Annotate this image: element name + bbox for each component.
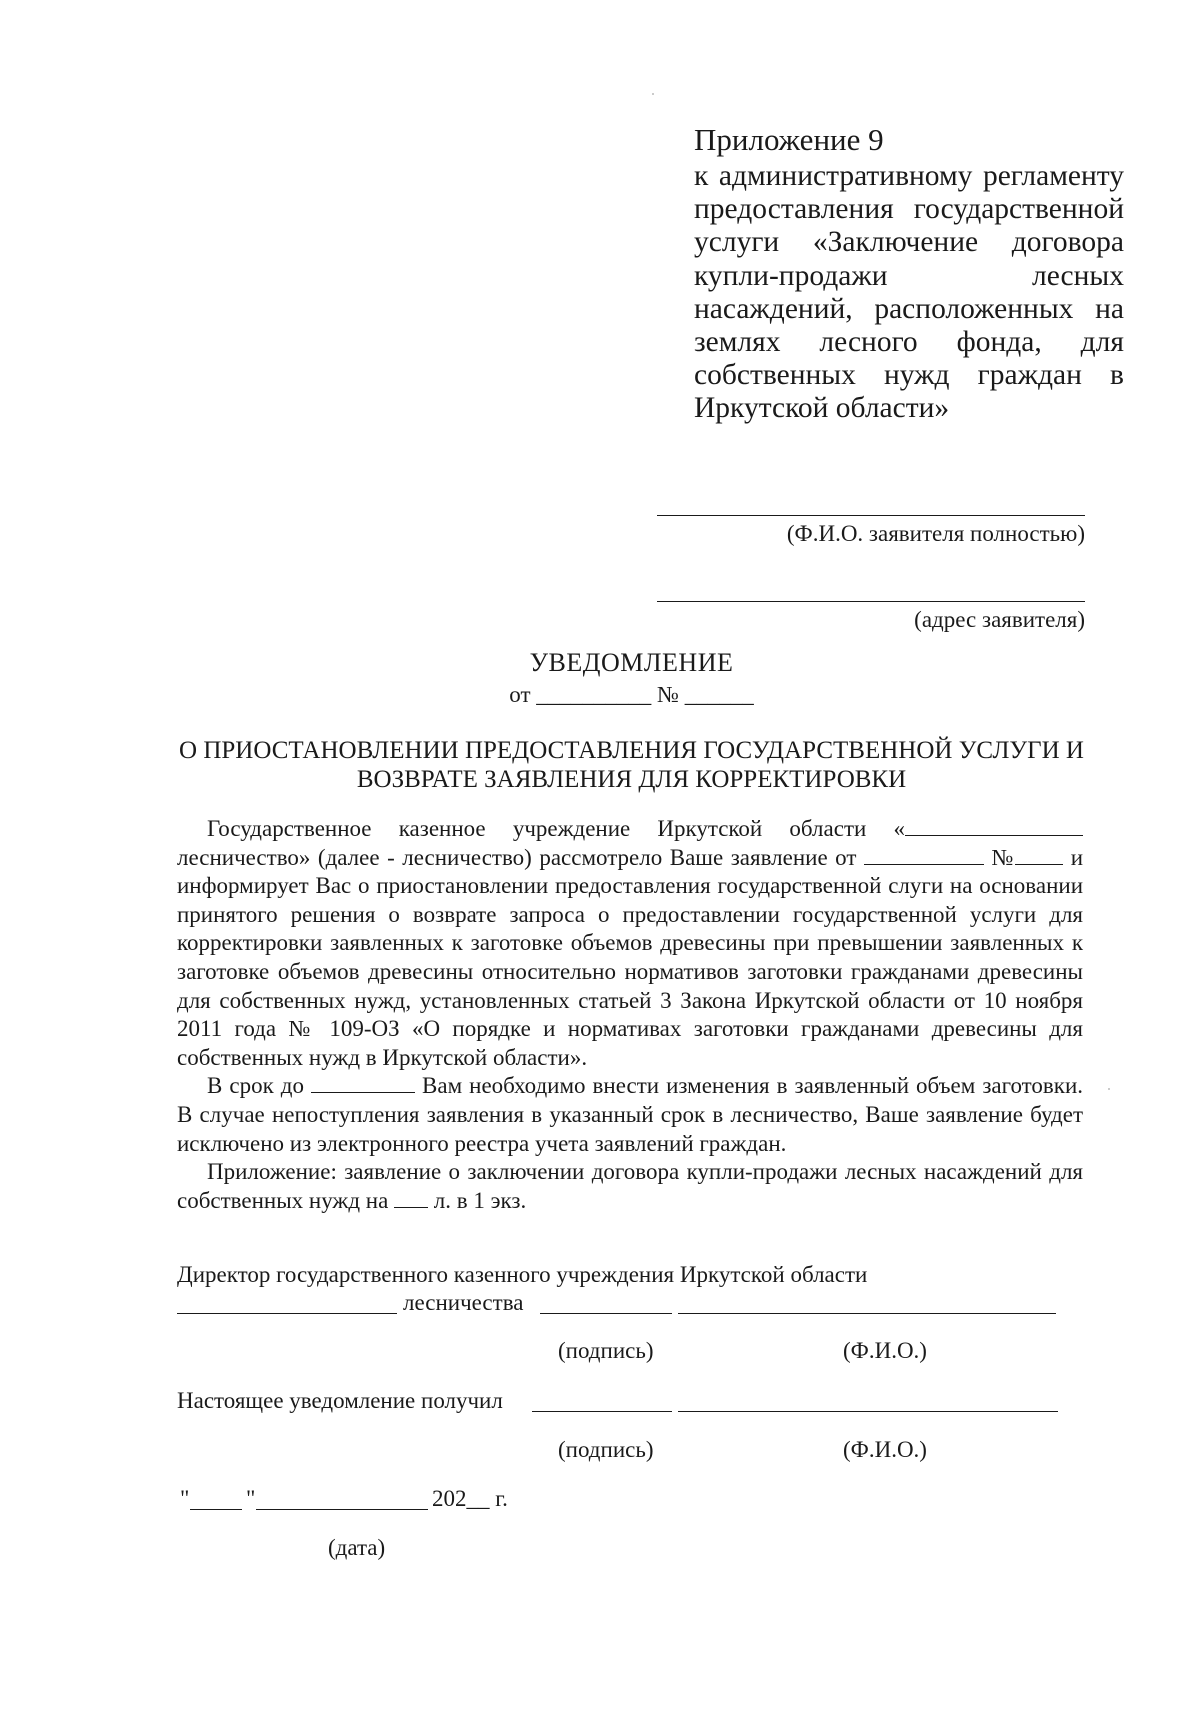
appendix-word: собственных — [694, 359, 856, 392]
appendix-word: купли-продажи — [694, 259, 888, 292]
body-paragraph-3 — [177, 1158, 1083, 1215]
appendix-word: договора — [1011, 226, 1124, 259]
appendix-line — [694, 226, 1124, 259]
body-paragraph-2 — [177, 1072, 1083, 1158]
appendix-word: для — [1080, 326, 1124, 358]
page-count-blank — [394, 1189, 428, 1208]
body-p1-text-b: лесничество» (далее - лесничество) рассмотрело Ваше заявление от — [177, 844, 857, 870]
body-p2-text-b: Вам необходимо внести изменения в заявленный объем заготовки. В случае непоступления заявления в указанный срок в лесничество, Ваше заявление будет исключено из электронного реестра учета заявлений граждан. — [177, 1073, 1084, 1156]
appendix-word: Иркутской области» — [694, 392, 950, 425]
notice-date-number-line: от __________ № ______ — [509, 682, 754, 707]
body-p3-text-a: Приложение: заявление о заключении договора купли-продажи лесных насаждений для собственных нужд на — [177, 1159, 1083, 1213]
appendix-line — [694, 260, 1124, 293]
appendix-word: лесных — [1031, 259, 1124, 292]
appendix-line — [694, 160, 1124, 193]
appendix-word: лесного — [819, 326, 918, 358]
date-quote-close: " — [246, 1486, 256, 1511]
applicant-address-caption: (адрес заявителя) — [914, 607, 1085, 632]
appendix-word: расположенных — [874, 292, 1074, 325]
applicant-name-caption: (Ф.И.О. заявителя полностью) — [786, 521, 1085, 546]
forestry-label: лесничества — [403, 1290, 524, 1315]
appendix-word: нужд — [883, 359, 950, 392]
forestry-name-sign-line — [177, 1313, 397, 1314]
date-quote-open: " — [180, 1486, 190, 1511]
appendix-word: административному — [718, 160, 973, 192]
director-fio-line — [678, 1313, 1056, 1314]
appendix-line — [694, 392, 1124, 425]
year-text: 202__ г. — [432, 1486, 508, 1511]
director-fio-caption: (Ф.И.О.) — [843, 1338, 927, 1363]
recipient-signature-caption: (подпись) — [558, 1437, 654, 1462]
body-p3-text-b: л. в 1 экз. — [433, 1187, 527, 1213]
appendix-word: «Заключение — [812, 226, 979, 259]
day-blank-line — [190, 1509, 242, 1510]
body-p1-text-d: и информирует Вас о приостановлении предоставления государственной слуги на основании принятого решения о возврате запроса о предоставлении государственной услуги для корректировки заявленных к заготовке объемов древесины при превышении заявленных к заготовке объемов древесины относительно нормативов заготовки гражданами древесины для собственных нужд, установленных статьей 3 Закона Иркутской области от 10 ноября 2011 года № 109-ОЗ «О порядке и нормативах заготовки гражданами древесины для собственных нужд в Иркутской области». — [177, 844, 1083, 1070]
body-p1-number-sign: № — [991, 844, 1016, 870]
notice-heading-line-1: О ПРИОСТАНОВЛЕНИИ ПРЕДОСТАВЛЕНИЯ ГОСУДАРСТВЕННОЙ УСЛУГИ И — [179, 737, 1084, 764]
appendix-word: услуги — [694, 226, 780, 259]
recipient-fio-line — [678, 1411, 1058, 1412]
appendix-word: государственной — [913, 193, 1124, 226]
date-caption: (дата) — [328, 1535, 386, 1560]
body-p2-text-a: В срок до — [207, 1073, 304, 1099]
scan-speck — [1108, 1088, 1110, 1090]
appendix-word: фонда, — [956, 326, 1042, 358]
appendix-word: предоставления — [694, 193, 894, 226]
appendix-title: Приложение 9 — [694, 122, 884, 157]
director-signature-line — [540, 1313, 672, 1314]
forestry-name-blank — [905, 817, 1083, 836]
deadline-date-blank — [311, 1074, 415, 1093]
director-signature-caption: (подпись) — [558, 1338, 654, 1363]
body-paragraph-1 — [177, 815, 1083, 1072]
recipient-signature-line — [532, 1411, 672, 1412]
notice-title: УВЕДОМЛЕНИЕ — [529, 648, 734, 677]
appendix-word: регламенту — [982, 160, 1124, 192]
appendix-word: насаждений, — [694, 292, 853, 325]
director-line: Директор государственного казенного учреждения Иркутской области — [177, 1262, 868, 1287]
appendix-line — [694, 359, 1124, 392]
recipient-fio-caption: (Ф.И.О.) — [843, 1437, 927, 1462]
appendix-line — [694, 293, 1124, 326]
application-date-blank — [864, 846, 984, 865]
appendix-line — [694, 193, 1124, 226]
application-number-blank — [1015, 846, 1063, 865]
appendix-word: на — [1095, 292, 1124, 325]
received-label: Настоящее уведомление получил — [177, 1388, 503, 1413]
scan-speck — [652, 93, 654, 95]
appendix-word: граждан — [977, 359, 1082, 392]
appendix-line — [694, 326, 1124, 359]
month-blank-line — [256, 1509, 428, 1510]
notice-body — [177, 815, 1083, 1215]
applicant-name-line — [657, 515, 1085, 516]
appendix-word: в — [1110, 359, 1124, 392]
appendix-word: к — [694, 160, 709, 192]
body-p1-text-a: Государственное казенное учреждение Иркутской области « — [207, 816, 905, 841]
appendix-word: землях — [694, 326, 781, 358]
applicant-address-line — [657, 601, 1085, 602]
notice-heading-line-2: ВОЗВРАТЕ ЗАЯВЛЕНИЯ ДЛЯ КОРРЕКТИРОВКИ — [356, 766, 907, 793]
